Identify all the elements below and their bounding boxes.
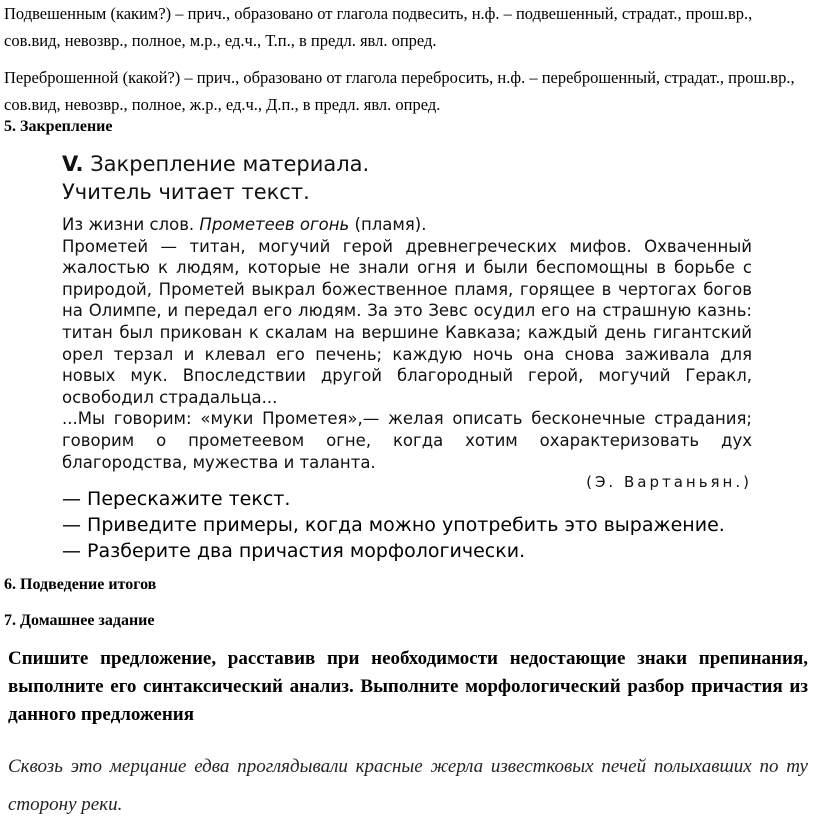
section-heading-6: 6. Подведение итогов [4, 576, 157, 593]
scan-title-number: V. [62, 152, 84, 176]
scan-from-life-italic: Прометеев огонь [199, 215, 350, 234]
task-item: — Приведите примеры, когда можно употребить это выражение. [62, 514, 725, 536]
scan-title [62, 150, 752, 178]
scan-from-life-prefix: Из жизни слов. [62, 215, 195, 234]
section-heading-7: 7. Домашнее задание [4, 612, 155, 629]
scan-from-life [62, 214, 752, 236]
section-heading-5: 5. Закрепление [4, 118, 113, 135]
homework-sentence: Сквозь это мерцание едва проглядывали красные жерла известковых печей полыхавших по ту сторону реки. [8, 756, 808, 815]
scan-subtitle: Учитель читает текст. [62, 180, 310, 204]
scan-title-text: Закрепление материала. [90, 152, 370, 176]
scan-from-life-suffix: (пламя). [354, 215, 427, 234]
scan-body-2: ...Мы говорим: «муки Прометея»,— желая описать бесконечные страдания; говорим о прометеевом огне, когда хотим охарактеризовать дух благородства, мужества и таланта. [62, 409, 752, 472]
task-list [62, 486, 762, 564]
task-item: — Разберите два причастия морфологически. [62, 540, 526, 562]
intro-paragraph-2: Переброшенной (какой?) – прич., образовано от глагола перебросить, н.ф. – переброшенный, страдат., прош.вр., сов.вид, невозвр., полное, ж.р., ед.ч., Д.п., в предл. явл. опред. [4, 68, 795, 114]
textbook-scan [62, 150, 752, 491]
scan-author: (Э. Вартаньян.) [586, 473, 752, 492]
task-item: — Перескажите текст. [62, 488, 291, 510]
scan-body-1: Прометей — титан, могучий герой древнегреческих мифов. Охваченный жалостью к людям, которые не знали огня и были беспомощны в борьбе с природой, Прометей выкрал божественное пламя, горящее в чертогах богов на Олимпе, и передал его людям. За это Зевс осудил его на страшную казнь: титан был прикован к скалам на вершине Кавказа; каждый день гигантский орел терзал и клевал его печень; каждую ночь она снова заживала для новых мук. Впоследствии другой благородный герой, могучий Геракл, освободил страдальца... [62, 236, 752, 407]
homework-task: Спишите предложение, расставив при необходимости недостающие знаки препинания, выполните его синтаксический анализ. Выполните морфологический разбор причастия из данного предложения [8, 648, 808, 725]
intro-paragraph-1: Подвешенным (каким?) – прич., образовано от глагола подвесить, н.ф. – подвешенный, страдат., прош.вр., сов.вид, невозвр., полное, м.р., ед.ч., Т.п., в предл. явл. опред. [4, 4, 753, 50]
